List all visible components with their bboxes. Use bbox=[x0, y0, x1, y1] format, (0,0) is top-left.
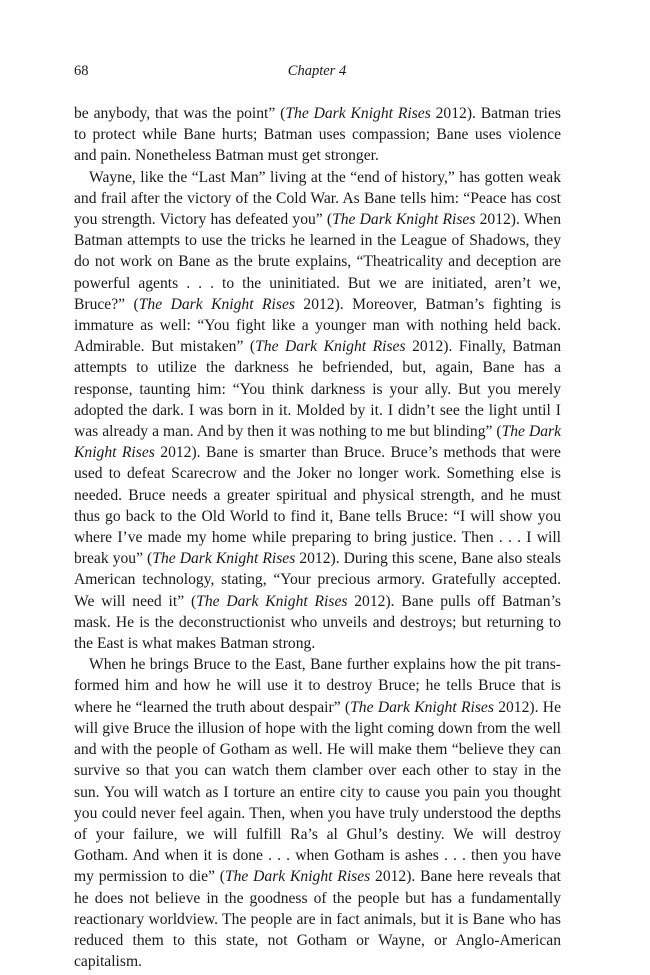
chapter-title: Chapter 4 bbox=[287, 63, 347, 79]
paragraph bbox=[74, 167, 561, 655]
film-title-italic: The Dark Knight Rises bbox=[255, 338, 406, 356]
text-run: be anybody, that was the point” ( bbox=[74, 105, 286, 122]
running-head bbox=[74, 63, 560, 85]
film-title-italic: The Dark Knight Rises bbox=[224, 868, 371, 886]
page-number: 68 bbox=[74, 63, 89, 79]
film-title-italic: The Dark Knight Rises bbox=[350, 698, 494, 716]
film-title-italic: The Dark Knight Rises bbox=[196, 592, 348, 610]
text-run: 2012). Bane pulls off Batman’s mask. He is the deconstructionist who unveils and destroys; but returning to the East is what makes Batman strong. bbox=[74, 592, 561, 653]
film-title-italic: The Dark Knight Rises bbox=[138, 295, 295, 313]
film-title-italic: The Dark Knight Rises bbox=[285, 105, 431, 122]
paragraph bbox=[74, 654, 561, 972]
text-run: 2012). He will give Bruce the illusion of hope with the light coming down from the well and with the people of Gotham as well. He will make them “believe they can survive so that you can watch them clamber over each other to stay in the sun. You will watch as I torture an entire city to cause you pain you thought you could never feel again. Then, when you have truly understood the depths of your failure, we will fulfill Ra’s al Ghul’s destiny. We will destroy Gotham. And when it is done . . . when Gotham is ashes . . . then you have my permission to die” ( bbox=[74, 698, 561, 886]
text-run: 2012). Finally, Batman attempts to utilize the darkness he befriended, but, again, Bane has a response, taunting him: “You think darkness is your ally. But you merely adopted the dark. I was born in it. Molded by it. I didn’t see the light until I was already a man. And by then it was nothing to me but blinding” ( bbox=[74, 338, 561, 441]
text-run: 2012). Bane here reveals that he does not believe in the goodness of the people but has a fundamentally reactionary worldview. The people are in fact animals, but it is Bane who has reduced them to this state, not Gotham or Wayne, or Anglo-American capitalism. bbox=[74, 868, 562, 971]
text-run: 2012). During this scene, Bane also steals American technology, stating, “Your precious armory. Gratefully accepted. We will need it” ( bbox=[74, 550, 562, 610]
film-title-italic: The Dark Knight Rises bbox=[332, 211, 476, 229]
film-title-italic: The Dark Knight Rises bbox=[152, 550, 296, 568]
text-run: When he brings Bruce to the East, Bane further explains how the pit transformed him and how he will use it to destroy Bruce; he tells Bruce that is where he “learned the truth about despair” ( bbox=[74, 656, 561, 716]
text-run: 2012). When Batman attempts to use the tricks he learned in the League of Shadows, they do not work on Bane as the brute explains, “Theatricality and deception are powerful agents . . . to the uninitiated. But we are initiated, aren’t we, Bruce?” ( bbox=[74, 211, 561, 313]
text-run: 2012). Bane is smarter than Bruce. Bruce’s methods that were used to defeat Scarecrow and the Joker no longer work. Something else is needed. Bruce needs a greater spiritual and physical strength, and he must thus go back to the Old World to find it, Bane tells Bruce: “I will show you where I’ve made my home while preparing to bring justice. Then . . . I will break you” ( bbox=[74, 444, 561, 568]
paragraph bbox=[74, 103, 561, 167]
film-title-italic: The Dark Knight Rises bbox=[74, 423, 561, 462]
text-run: 2012). Moreover, Batman’s fighting is immature as well: “You fight like a younger man with nothing held back. Admirable. But mistaken” ( bbox=[74, 295, 561, 356]
text-run: Wayne, like the “Last Man” living at the “end of history,” has gotten weak and frail after the victory of the Cold War. As Bane tells him: “Peace has cost you strength. Victory has defeated you” ( bbox=[74, 168, 561, 229]
body-text bbox=[74, 103, 561, 972]
text-run: 2012). Batman tries to protect while Bane hurts; Batman uses compassion; Bane uses violence and pain. Nonetheless Batman must get stronger. bbox=[74, 105, 561, 165]
